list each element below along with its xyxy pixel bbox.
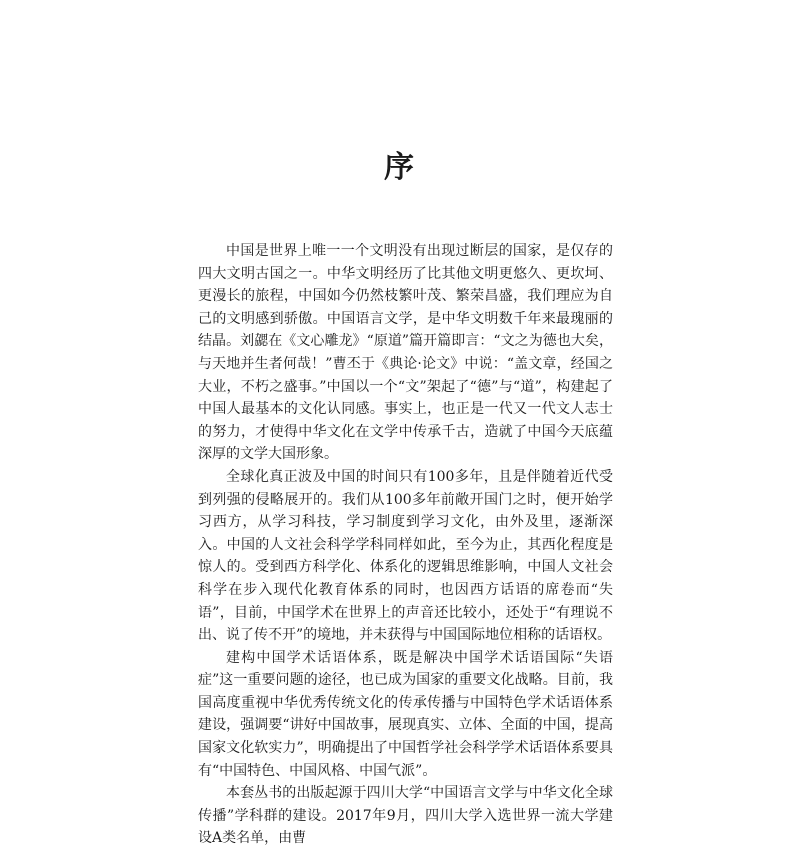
preface-body [198, 240, 613, 850]
paragraph-1: 中国是世界上唯一一个文明没有出现过断层的国家，是仅存的四大文明古国之一。中华文明经历了比其他文明更悠久、更坎坷、更漫长的旅程，中国如今仍然枝繁叶茂、繁荣昌盛，我们理应为自己的文明感到骄傲。中国语言文学，是中华文明数千年来最瑰丽的结晶。刘勰在《文心雕龙》“原道”篇开篇即言：“文之为德也大矣，与天地并生者何哉！”曹丕于《典论·论文》中说：“盖文章，经国之大业，不朽之盛事。”中国以一个“文”架起了“德”与“道”，构建起了中国人最基本的文化认同感。事实上，也正是一代又一代文人志士的努力，才使得中华文化在文学中传承千古，造就了中国今天底蕴深厚的文学大国形象。 [198, 243, 613, 463]
paragraph-4: 本套丛书的出版起源于四川大学“中国语言文学与中华文化全球传播”学科群的建设。2017年9月，四川大学入选世界一流大学建设A类名单，由曹 [198, 785, 613, 847]
preface-title: 序 [384, 150, 416, 185]
paragraph-3: 建构中国学术话语体系，既是解决中国学术话语国际“失语症”这一重要问题的途径，也已成为国家的重要文化战略。目前，我国高度重视中华优秀传统文化的传承传播与中国特色学术话语体系建设，强调要“讲好中国故事，展现真实、立体、全面的中国，提高国家文化软实力”，明确提出了中国哲学社会科学学术话语体系要具有“中国特色、中国风格、中国气派”。 [198, 649, 613, 779]
paragraph-2: 全球化真正波及中国的时间只有100多年，且是伴随着近代受到列强的侵略展开的。我们从100多年前敞开国门之时，便开始学习西方，从学习科技，学习制度到学习文化，由外及里，逐渐深入。中国的人文社会科学学科同样如此，至今为止，其西化程度是惊人的。受到西方科学化、体系化的逻辑思维影响，中国人文社会科学在步入现代化教育体系的同时，也因西方话语的席卷而“失语”，目前，中国学术在世界上的声音还比较小，还处于“有理说不出、说了传不开”的境地，并未获得与中国国际地位相称的话语权。 [198, 468, 613, 644]
